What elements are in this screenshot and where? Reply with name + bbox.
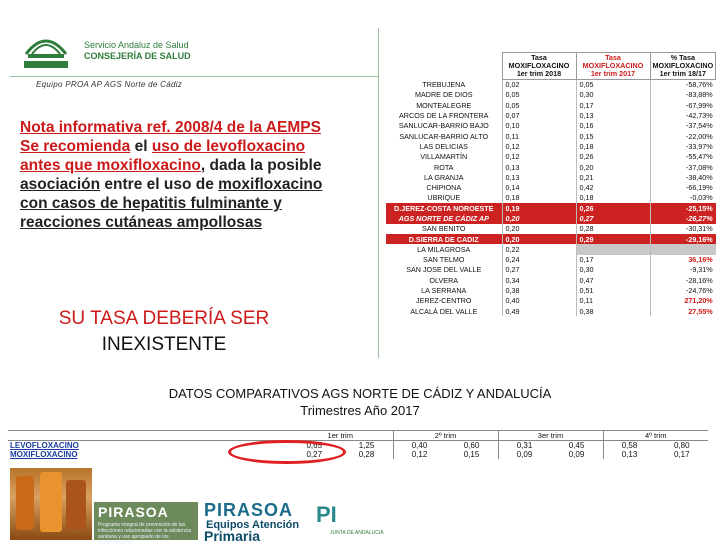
rate-2018: 0,27 [502, 265, 576, 275]
cell: 0,80 [673, 441, 690, 450]
comparative-row-moxi [8, 450, 708, 459]
table-header-row [386, 53, 716, 80]
tasa-message [30, 306, 298, 358]
pirasoa1-subtitle: Programa integral de prevención de las infecciones relacionadas con la asistencia sanitaria y uso apropiado de los antimicrobianos [98, 522, 192, 546]
rate-change: 271,20% [650, 296, 716, 306]
rate-2017: 0,38 [576, 306, 650, 316]
nota-line1: Nota informativa ref. 2008/4 de la AEMPS [20, 119, 321, 136]
cell: 0,58 [603, 441, 656, 451]
row-label-levo: LEVOFLOXACINO [10, 441, 79, 450]
junta-andalucia-logo [18, 24, 74, 72]
rate-2018: 0,18 [502, 193, 576, 203]
rate-2017: 0,11 [576, 296, 650, 306]
junta-caption: JUNTA DE ANDALUCIA [330, 530, 384, 536]
row-name: VILLAMARTÍN [420, 152, 468, 162]
comparative-table [8, 430, 708, 459]
rate-2018: 0,14 [502, 182, 576, 192]
quarter-2: 2º trim [393, 431, 498, 441]
comparative-header-row [8, 431, 708, 441]
rate-2018: 0,49 [502, 306, 576, 316]
table-row [386, 121, 716, 131]
nota-el: el [130, 138, 152, 155]
cell: 0,12 [393, 450, 446, 459]
rate-2017: 0,51 [576, 285, 650, 295]
cell: 0,09 [568, 450, 585, 459]
rate-2018: 0,05 [502, 100, 576, 110]
table-row [386, 110, 716, 120]
row-name: LA GRANJA [423, 172, 464, 182]
rate-2017: 0,17 [576, 100, 650, 110]
pirasoa2-primaria: Primaria [204, 528, 261, 544]
highlight-circle [228, 440, 346, 464]
rate-change: -66,19% [650, 182, 716, 192]
row-label-moxi: MOXIFLOXACINO [10, 450, 78, 459]
nota-dada: , dada la posible [200, 157, 322, 174]
cell: 0,13 [603, 450, 656, 459]
row-name: ALCALÁ DEL VALLE [410, 306, 478, 316]
nota-antes-moxi: antes que moxifloxacino [20, 157, 201, 174]
rate-2017 [576, 244, 650, 254]
quarter-3: 3er trim [498, 431, 603, 441]
comparative-row-levo [8, 441, 708, 451]
rate-2017: 0,26 [576, 203, 650, 213]
row-name: UBRIQUE [427, 193, 461, 203]
rate-change: -37,54% [650, 121, 716, 131]
rate-change: -24,76% [650, 285, 716, 295]
nota-informativa [20, 118, 376, 232]
table-row [386, 203, 716, 213]
row-name: SANLUCAR-BARRIO ALTO [399, 131, 489, 141]
cell: 0,60 [463, 441, 480, 450]
team-label: Equipo PROA AP AGS Norte de Cádiz [36, 80, 183, 89]
row-name: TREBUJENA [422, 80, 466, 90]
rate-change: -38,40% [650, 172, 716, 182]
medicine-bottles-image [10, 468, 92, 540]
rate-2018: 0,20 [502, 213, 576, 223]
row-name: SANLUCAR-BARRIO BAJO [398, 121, 489, 131]
header-2017: Tasa MOXIFLOXACINO 1er trim 2017 [576, 53, 650, 80]
rate-2017: 0,30 [576, 265, 650, 275]
rate-change: -55,47% [650, 152, 716, 162]
pirasoa3-title: PI [316, 502, 337, 527]
row-name: LAS DELICIAS [419, 141, 468, 151]
rate-2018: 0,07 [502, 110, 576, 120]
table-row [386, 213, 716, 223]
table-row [386, 285, 716, 295]
org-line1: Servicio Andaluz de Salud [84, 40, 189, 50]
comparative-title-line2: Trimestres Año 2017 [300, 403, 420, 418]
row-name: D.SIERRA DE CADIZ [386, 234, 502, 244]
rate-change: -29,16% [650, 234, 716, 244]
header-blank [386, 53, 502, 80]
pirasoa-banner [10, 468, 710, 546]
header-2018: Tasa MOXIFLOXACINO 1er trim 2018 [502, 53, 576, 80]
quarter-4: 4º trim [603, 431, 708, 441]
moxifloxacino-rate-table [386, 52, 716, 316]
rate-2017: 0,30 [576, 90, 650, 100]
row-name: D.JEREZ-COSTA NOROESTE [386, 203, 502, 213]
cell: 0,09 [498, 450, 551, 459]
rate-2017: 0,21 [576, 172, 650, 182]
rate-2017: 0,47 [576, 275, 650, 285]
row-name: MADRE DE DIOS [414, 90, 473, 100]
rate-change: -30,31% [650, 224, 716, 234]
tasa-line1: SU TASA DEBERÍA SER [58, 308, 270, 329]
rate-2018: 0,34 [502, 275, 576, 285]
row-name: ARCOS DE LA FRONTERA [399, 111, 489, 121]
rate-change: -83,88% [650, 90, 716, 100]
rate-2018: 0,02 [502, 80, 576, 90]
row-name: ROTA [434, 162, 454, 172]
cell: 0,15 [463, 450, 480, 459]
rate-change: -67,99% [650, 100, 716, 110]
rate-2017: 0,20 [576, 162, 650, 172]
table-row [386, 162, 716, 172]
rate-change: -42,73% [650, 110, 716, 120]
rate-2018: 0,13 [502, 172, 576, 182]
rate-2018: 0,20 [502, 224, 576, 234]
rate-2017: 0,27 [576, 213, 650, 223]
cell: 1,25 [358, 441, 375, 450]
rate-change: -0,03% [650, 193, 716, 203]
rate-2017: 0,15 [576, 131, 650, 141]
comparative-title [150, 385, 570, 419]
row-name: CHIPIONA [426, 183, 462, 193]
row-name: SAN BENITO [422, 224, 466, 234]
rate-2017: 0,42 [576, 182, 650, 192]
table-row [386, 141, 716, 151]
table-row [386, 193, 716, 203]
rate-2017: 0,26 [576, 152, 650, 162]
comparative-header-blank [8, 431, 288, 441]
row-name: MONTEALEGRE [416, 100, 472, 110]
table-row [386, 224, 716, 234]
org-name [84, 40, 191, 62]
pirasoa1-title: PIRASOA [98, 504, 169, 520]
rate-change [650, 244, 716, 254]
rate-2018: 0,19 [502, 203, 576, 213]
rate-2017: 0,17 [576, 255, 650, 265]
rate-2018: 0,20 [502, 234, 576, 244]
rate-change: 36,16% [650, 255, 716, 265]
rate-2018: 0,24 [502, 255, 576, 265]
cell: 0,27 [306, 450, 323, 459]
nota-hepatitis: con casos de hepatitis fulminante y [20, 195, 282, 212]
rate-2018: 0,12 [502, 152, 576, 162]
nota-entre: entre el uso de [100, 176, 219, 193]
rate-2018: 0,40 [502, 296, 576, 306]
cell: 0,40 [393, 441, 446, 451]
pirasoa-logo-1 [94, 502, 198, 546]
table-row [386, 244, 716, 254]
quarter-1: 1er trim [288, 431, 393, 441]
comparative-title-line1: DATOS COMPARATIVOS AGS NORTE DE CÁDIZ Y ANDALUCÍA [168, 386, 552, 401]
rate-change: -26,27% [650, 213, 716, 223]
cell: 0,17 [673, 450, 690, 459]
table-row [386, 90, 716, 100]
pirasoa-logo-2 [200, 500, 310, 544]
row-name: AGS NORTE DE CÁDIZ AP [386, 213, 502, 223]
rate-2018: 0,11 [502, 131, 576, 141]
rate-2018: 0,22 [502, 244, 576, 254]
pirasoa2-subtitle: Equipos Atención [206, 519, 300, 531]
table-row [386, 172, 716, 182]
table-row [386, 182, 716, 192]
rate-2017: 0,18 [576, 193, 650, 203]
pirasoa2-title: PIRASOA [204, 500, 294, 520]
row-name: SAN TELMO [423, 255, 465, 265]
rate-change: -58,76% [650, 80, 716, 90]
rate-2018: 0,13 [502, 162, 576, 172]
table-row [386, 131, 716, 141]
table-row [386, 265, 716, 275]
rate-change: -33,97% [650, 141, 716, 151]
row-name: LA MILAGROSA [417, 244, 471, 254]
table-row [386, 80, 716, 90]
rate-change: -22,00% [650, 131, 716, 141]
rate-2017: 0,29 [576, 234, 650, 244]
table-row [386, 296, 716, 306]
rate-2018: 0,05 [502, 90, 576, 100]
cell: 0,45 [568, 441, 585, 450]
header-divider [10, 76, 378, 77]
table-row [386, 152, 716, 162]
pirasoa-logo-3 [312, 500, 392, 540]
rate-2017: 0,16 [576, 121, 650, 131]
rate-2017: 0,18 [576, 141, 650, 151]
rate-change: -28,16% [650, 275, 716, 285]
table-row [386, 275, 716, 285]
org-line2: CONSEJERÍA DE SALUD [84, 51, 191, 61]
table-row [386, 100, 716, 110]
rate-2017: 0,05 [576, 80, 650, 90]
cell: 0,65 [306, 441, 323, 450]
cell: 0,31 [498, 441, 551, 451]
nota-uso-levo: uso de levofloxacino [151, 138, 306, 155]
row-name: OLVERA [429, 275, 459, 285]
nota-asociacion: asociación [20, 176, 101, 193]
rate-2017: 0,13 [576, 110, 650, 120]
nota-moxi: moxifloxacino [218, 176, 323, 193]
rate-change: -9,31% [650, 265, 716, 275]
table-row [386, 255, 716, 265]
row-name: LA SERRANA [421, 286, 467, 296]
header-pct: % Tasa MOXIFLOXACINO 1er trim 18/17 [650, 53, 716, 80]
rate-2018: 0,12 [502, 141, 576, 151]
nota-recomienda: Se recomienda [20, 138, 131, 155]
rate-change: 27,55% [650, 306, 716, 316]
rate-2018: 0,38 [502, 285, 576, 295]
table-row [386, 306, 716, 316]
row-name: SAN JOSE DEL VALLE [406, 265, 482, 275]
rate-2018: 0,10 [502, 121, 576, 131]
vertical-divider [378, 28, 379, 358]
tasa-line2: INEXISTENTE [101, 334, 227, 355]
rate-2017: 0,28 [576, 224, 650, 234]
rate-change: -25,15% [650, 203, 716, 213]
nota-reacciones: reacciones cutáneas ampollosas [20, 214, 263, 231]
rate-change: -37,08% [650, 162, 716, 172]
cell: 0,28 [358, 450, 375, 459]
table-row [386, 234, 716, 244]
row-name: JEREZ-CENTRO [415, 296, 472, 306]
